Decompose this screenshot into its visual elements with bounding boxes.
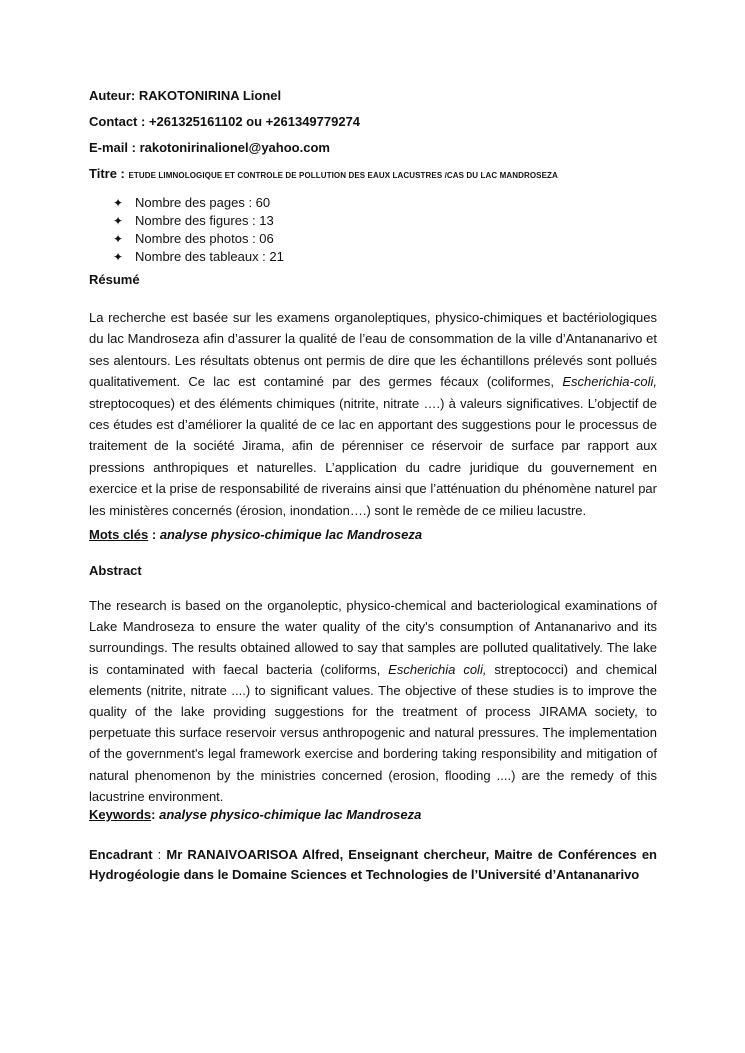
encadrant-label: Encadrant [89, 847, 153, 863]
title-line [89, 166, 657, 184]
mots-cles-value: analyse physico-chimique lac Mandroseza [159, 527, 423, 543]
abstract-text-1: The research is based on the organoleptic, physico-chemical and bacteriological examinations of Lake Mandroseza to ensure the water quality of the city's consumption of Antananarivo and its surroundings. The results obtained allowed to say that samples are polluted qualitatively. The lake is contaminated with faecal bacteria (coliforms, [89, 598, 657, 677]
keywords-sep: : [151, 807, 160, 823]
stats-list [89, 194, 657, 266]
star-bullet-icon: ✦ [113, 232, 124, 246]
list-item [113, 194, 657, 212]
title-value: ETUDE LIMNOLOGIQUE ET CONTROLE DE POLLUTION DES EAUX LACUSTRES /CAS DU LAC MANDROSEZA [128, 171, 558, 180]
mots-cles-label: Mots clés [89, 527, 149, 543]
star-bullet-icon: ✦ [113, 250, 124, 264]
contact-line: Contact : +261325161102 ou +261349779274 [89, 114, 361, 129]
author-line: Auteur: RAKOTONIRINA Lionel [89, 88, 282, 103]
abstract-paragraph [89, 595, 657, 807]
title-label: Titre : [89, 166, 129, 181]
mots-cles-line [89, 527, 657, 543]
resume-heading: Résumé [89, 272, 140, 287]
stat-label: Nombre des photos : 06 [135, 231, 274, 246]
star-bullet-icon: ✦ [113, 196, 124, 210]
stat-label: Nombre des tableaux : 21 [135, 249, 284, 264]
list-item [113, 230, 657, 248]
resume-paragraph [89, 307, 657, 521]
mots-cles-sep: : [148, 527, 160, 543]
list-item [113, 248, 657, 266]
resume-italic: Escherichia-coli, [562, 374, 657, 390]
resume-text-1: La recherche est basée sur les examens organoleptiques, physico-chimiques et bactériologiques du lac Mandroseza afin d’assurer la qualité de l’eau de consommation de la ville d’Antananarivo et ses alentours. Les résultats obtenus ont permis de dire que les échantillons prélevés sont pollués qualitativement. Ce lac est contaminé par des germes fécaux (coliformes, [89, 310, 657, 390]
resume-text-2: streptocoques) et des éléments chimiques (nitrite, nitrate ….) à valeurs significatives. L’objectif de ces études est d’améliorer la qualité de ce lac en apportant des suggestions pour le processus de traitement de la société Jirama, afin de pérenniser ce réservoir de surface par rapport aux pressions anthropiques et naturelles. L’application du cadre juridique du gouvernement en exercice et la prise de responsabilité de riverains ainsi que l’atténuation du phénomène naturel par les ministères concernés (érosion, inondation….) sont le remède de ce milieu lacustre. [89, 395, 657, 518]
keywords-label: Keywords [89, 807, 152, 823]
encadrant-line [89, 845, 657, 885]
abstract-text-2: streptococci) and chemical elements (nitrite, nitrate ....) to significant values. The objective of these studies is to improve the quality of the lake providing suggestions for the treatment of process JIRAMA society, to perpetuate this surface reservoir versus anthropogenic and natural pressures. The implementation of the government's legal framework exercise and bordering taking responsibility and mitigation of natural phenomenon by the ministries concerned (erosion, flooding ....) are the remedy of this lacustrine environment. [89, 661, 657, 804]
abstract-heading: Abstract [89, 563, 142, 579]
keywords-line [89, 807, 657, 823]
abstract-italic: Escherichia coli, [388, 661, 487, 677]
stat-label: Nombre des figures : 13 [135, 213, 274, 228]
encadrant-value: Mr RANAIVOARISOA Alfred, Enseignant chercheur, Maitre de Conférences en Hydrogéologie dans le Domaine Sciences et Technologies de l’Université d’Antananarivo [89, 847, 657, 883]
list-item [113, 212, 657, 230]
encadrant-sep: : [152, 847, 167, 863]
star-bullet-icon: ✦ [113, 214, 124, 228]
keywords-value: analyse physico-chimique lac Mandroseza [159, 807, 422, 823]
stat-label: Nombre des pages : 60 [135, 195, 271, 210]
email-line: E-mail : rakotonirinalionel@yahoo.com [89, 140, 330, 155]
